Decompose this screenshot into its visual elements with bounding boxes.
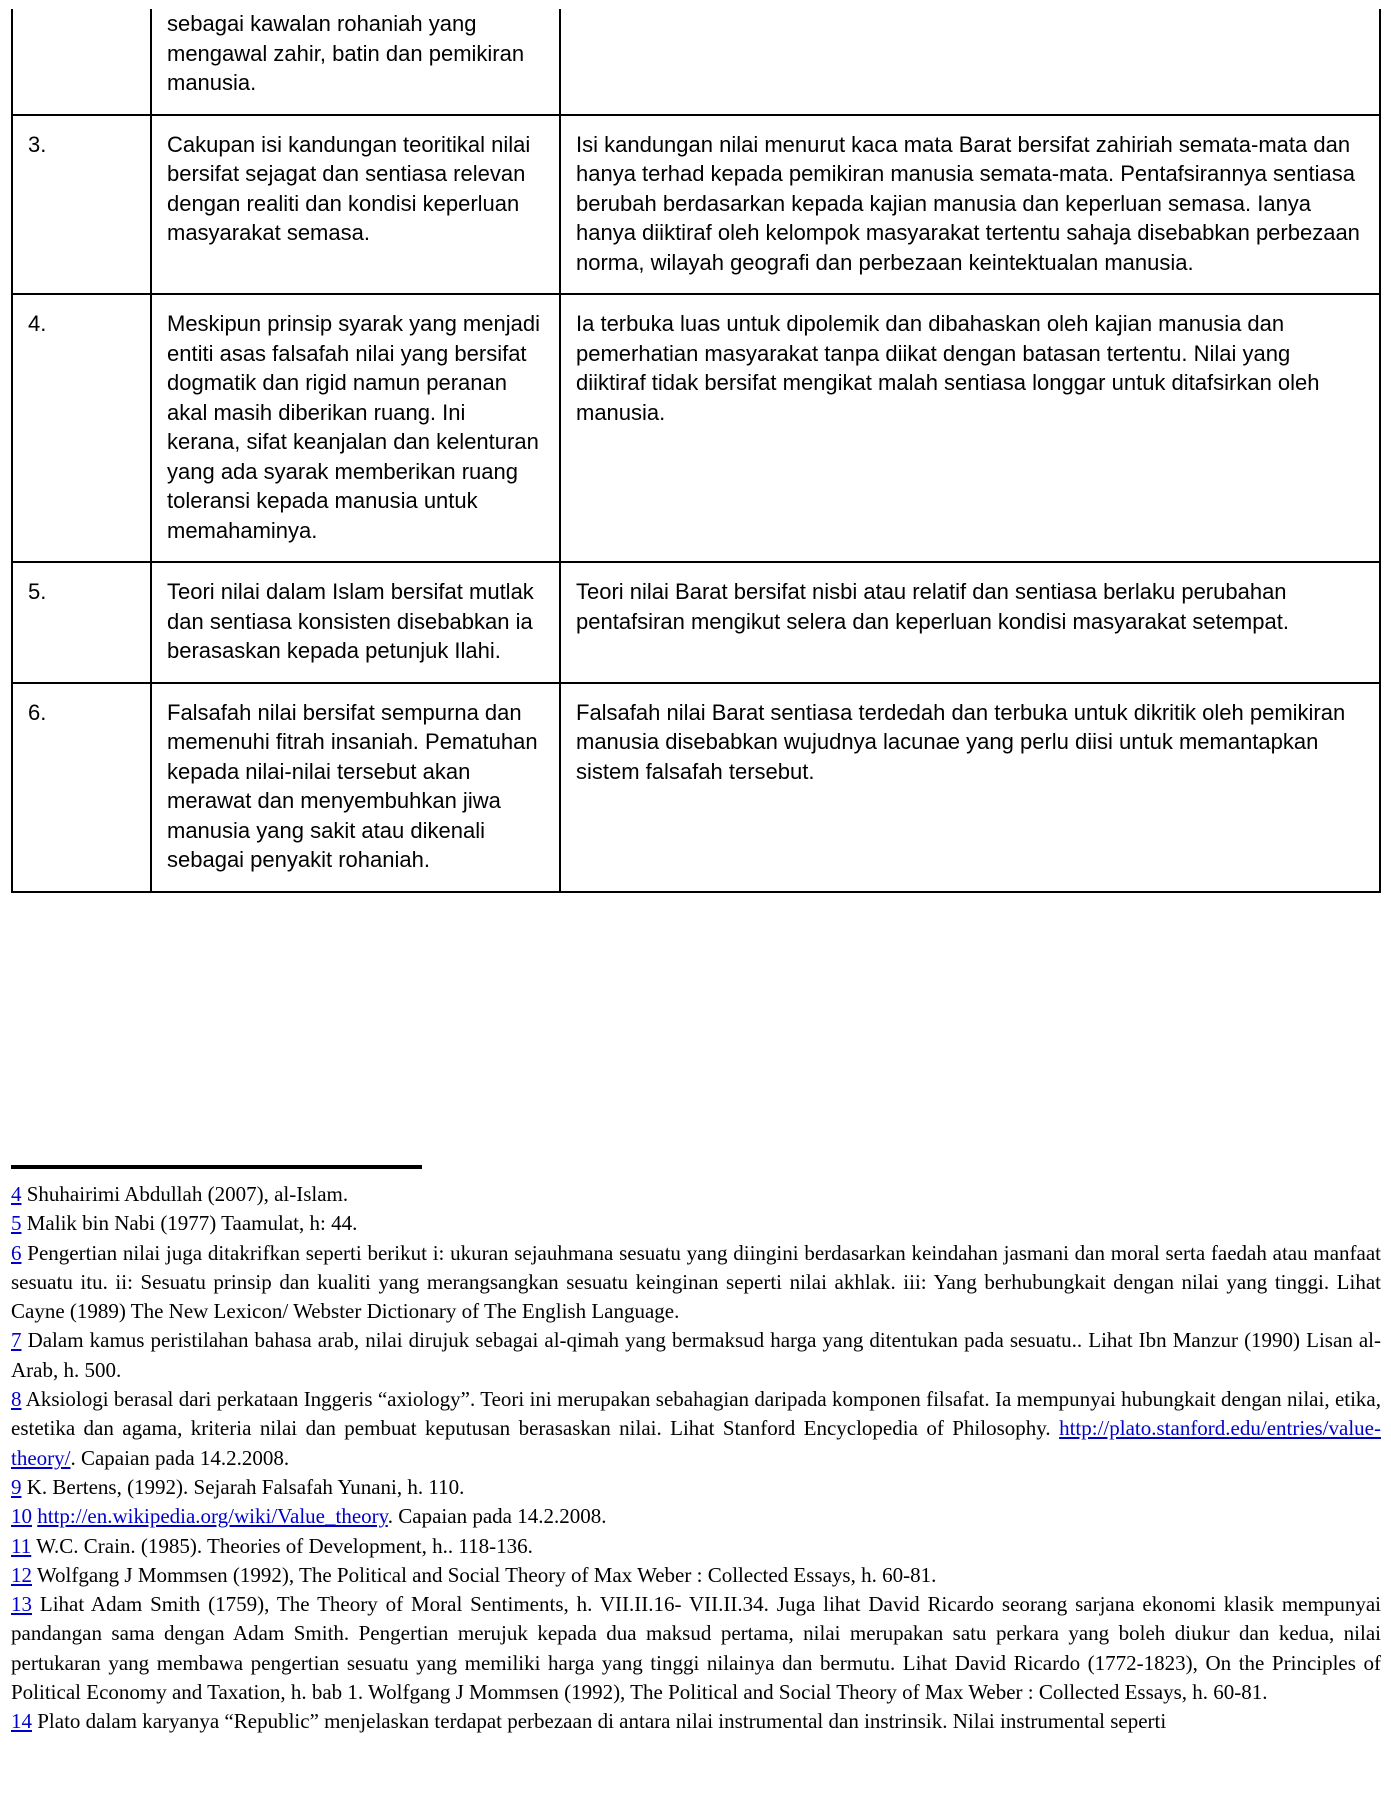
islam-view-cell: Teori nilai dalam Islam bersifat mutlak dan sentiasa konsisten disebabkan ia berasaskan kepada petunjuk Ilahi. bbox=[151, 562, 560, 683]
footnote-text: Plato dalam karyanya “Republic” menjelaskan terdapat perbezaan di antara nilai instrumental dan instrinsik. Nilai instrumental seperti bbox=[32, 1709, 1167, 1734]
footnote-text-after: . Capaian pada 14.2.2008. bbox=[70, 1445, 290, 1470]
footnote-7 bbox=[11, 1326, 1381, 1385]
footnote-text: Malik bin Nabi (1977) Taamulat, h: 44. bbox=[21, 1211, 358, 1236]
footnote-11 bbox=[11, 1532, 1381, 1561]
footnote-text: Lihat Adam Smith (1759), The Theory of Moral Sentiments, h. VII.II.16- VII.II.34. Juga lihat David Ricardo seorang sarjana ekonomi klasik mempunyai pandangan sama dengan Adam Smith. Pengertian merujuk kepada dua maksud pertama, nilai merupakan satu perkara yang boleh diukur dan kedua, nilai pertukaran yang membawa pengertian sesuatu yang memiliki harga yang tinggi nilainya dan bermutu. Lihat David Ricardo (1772-1823), On the Principles of Political Economy and Taxation, h. bab 1. Wolfgang J Mommsen (1992), The Political and Social Theory of Max Weber : Collected Essays, h. 60-81. bbox=[11, 1592, 1381, 1705]
western-view-cell: Ia terbuka luas untuk dipolemik dan dibahaskan oleh kajian manusia dan pemerhatian masyarakat tanpa diikat dengan batasan tertentu. Nilai yang diiktiraf tidak bersifat mengikat malah sentiasa longgar untuk ditafsirkan oleh manusia. bbox=[560, 294, 1380, 562]
western-view-cell: Teori nilai Barat bersifat nisbi atau relatif dan sentiasa berlaku perubahan pentafsiran mengikut selera dan keperluan kondisi masyarakat setempat. bbox=[560, 562, 1380, 683]
footnote-5 bbox=[11, 1209, 1381, 1238]
footnote-text: Dalam kamus peristilahan bahasa arab, nilai dirujuk sebagai al-qimah yang bermaksud harga yang ditentukan pada sesuatu.. Lihat Ibn Manzur (1990) Lisan al-Arab, h. 500. bbox=[11, 1328, 1381, 1382]
row-number-cell bbox=[12, 9, 151, 115]
footnote-text: Aksiologi berasal dari perkataan Inggeris “axiology”. Teori ini merupakan sebahagian daripada komponen filsafat. Ia mempunyai hubungkait dengan nilai, etika, estetika dan agama, kriteria nilai dan pembuat keputusan berasaskan nilai. Lihat Stanford Encyclopedia of Philosophy. bbox=[11, 1387, 1381, 1441]
footnote-14-link[interactable]: 14 bbox=[11, 1709, 32, 1734]
islam-view-cell: Falsafah nilai bersifat sempurna dan memenuhi fitrah insaniah. Pematuhan kepada nilai-nilai tersebut akan merawat dan menyembuhkan jiwa manusia yang sakit atau dikenali sebagai penyakit rohaniah. bbox=[151, 683, 560, 892]
footnote-8-link[interactable]: 8 bbox=[11, 1387, 22, 1412]
footnote-12 bbox=[11, 1561, 1381, 1590]
footnote-7-link[interactable]: 7 bbox=[11, 1328, 22, 1353]
western-view-cell: Isi kandungan nilai menurut kaca mata Barat bersifat zahiriah semata-mata dan hanya terhad kepada pemikiran manusia semata-mata. Pentafsirannya sentiasa berubah berdasarkan kepada kajian manusia dan keperluan semasa. Ianya hanya diiktiraf oleh kelompok masyarakat tertentu sahaja disebabkan perbezaan norma, wilayah geografi dan perbezaan keintektualan manusia. bbox=[560, 115, 1380, 295]
table-row bbox=[12, 115, 1380, 295]
footnotes bbox=[11, 1180, 1381, 1737]
footnote-12-link[interactable]: 12 bbox=[11, 1562, 32, 1587]
western-view-cell: Falsafah nilai Barat sentiasa terdedah dan terbuka untuk dikritik oleh pemikiran manusia disebabkan wujudnya lacunae yang perlu diisi untuk memantapkan sistem falsafah tersebut. bbox=[560, 683, 1380, 892]
table-row bbox=[12, 683, 1380, 892]
footnote-text: Wolfgang J Mommsen (1992), The Political and Social Theory of Max Weber : Collected Essays, h. 60-81. bbox=[32, 1562, 937, 1587]
table-row bbox=[12, 294, 1380, 562]
row-number-cell: 6. bbox=[12, 683, 151, 892]
footnote-9 bbox=[11, 1473, 1381, 1502]
islam-view-cell: Cakupan isi kandungan teoritikal nilai bersifat sejagat dan sentiasa relevan dengan realiti dan kondisi keperluan masyarakat semasa. bbox=[151, 115, 560, 295]
footnote-11-link[interactable]: 11 bbox=[11, 1533, 32, 1558]
footnote-6-link[interactable]: 6 bbox=[11, 1240, 22, 1265]
islam-view-cell: sebagai kawalan rohaniah yang mengawal zahir, batin dan pemikiran manusia. bbox=[151, 9, 560, 115]
western-view-cell bbox=[560, 9, 1380, 115]
footnote-text: W.C. Crain. (1985). Theories of Development, h.. 118-136. bbox=[31, 1533, 533, 1558]
comparison-table bbox=[11, 9, 1381, 893]
footnote-text: Shuhairimi Abdullah (2007), al-Islam. bbox=[21, 1182, 349, 1206]
row-number-cell: 5. bbox=[12, 562, 151, 683]
table-row bbox=[12, 9, 1380, 115]
footnote-9-link[interactable]: 9 bbox=[11, 1474, 22, 1499]
footnote-10 bbox=[11, 1502, 1381, 1531]
footnote-10-link[interactable]: 10 bbox=[11, 1504, 32, 1529]
footnote-6 bbox=[11, 1239, 1381, 1327]
footnote-13 bbox=[11, 1590, 1381, 1707]
row-number-cell: 3. bbox=[12, 115, 151, 295]
footnote-4 bbox=[11, 1180, 1381, 1209]
footnote-text-after: . Capaian pada 14.2.2008. bbox=[387, 1504, 607, 1529]
stanford-url-link[interactable]: http://plato.stanford.edu/entries/value-theory/ bbox=[11, 1416, 1381, 1470]
footnote-text: K. Bertens, (1992). Sejarah Falsafah Yunani, h. 110. bbox=[21, 1474, 465, 1499]
wikipedia-url-link[interactable]: http://en.wikipedia.org/wiki/Value_theory bbox=[37, 1504, 388, 1529]
footnote-separator bbox=[11, 1165, 422, 1169]
row-number-cell: 4. bbox=[12, 294, 151, 562]
footnote-text: Pengertian nilai juga ditakrifkan seperti berikut i: ukuran sejauhmana sesuatu yang diingini berdasarkan keindahan jasmani dan moral serta faedah atau manfaat sesuatu itu. ii: Sesuatu prinsip dan kualiti yang merangsangkan sesuatu keinginan seperti nilai akhlak. iii: Yang berhubungkait dengan nilai yang tinggi. Lihat Cayne (1989) The New Lexicon/ Webster Dictionary of The English Language. bbox=[11, 1240, 1381, 1324]
footnote-14 bbox=[11, 1707, 1381, 1736]
table-row bbox=[12, 562, 1380, 683]
footnote-5-link[interactable]: 5 bbox=[11, 1211, 22, 1236]
islam-view-cell: Meskipun prinsip syarak yang menjadi entiti asas falsafah nilai yang bersifat dogmatik dan rigid namun peranan akal masih diberikan ruang. Ini kerana, sifat keanjalan dan kelenturan yang ada syarak memberikan ruang toleransi kepada manusia untuk memahaminya. bbox=[151, 294, 560, 562]
footnote-4-link[interactable]: 4 bbox=[11, 1182, 22, 1206]
footnote-8 bbox=[11, 1385, 1381, 1473]
footnote-13-link[interactable]: 13 bbox=[11, 1592, 32, 1617]
